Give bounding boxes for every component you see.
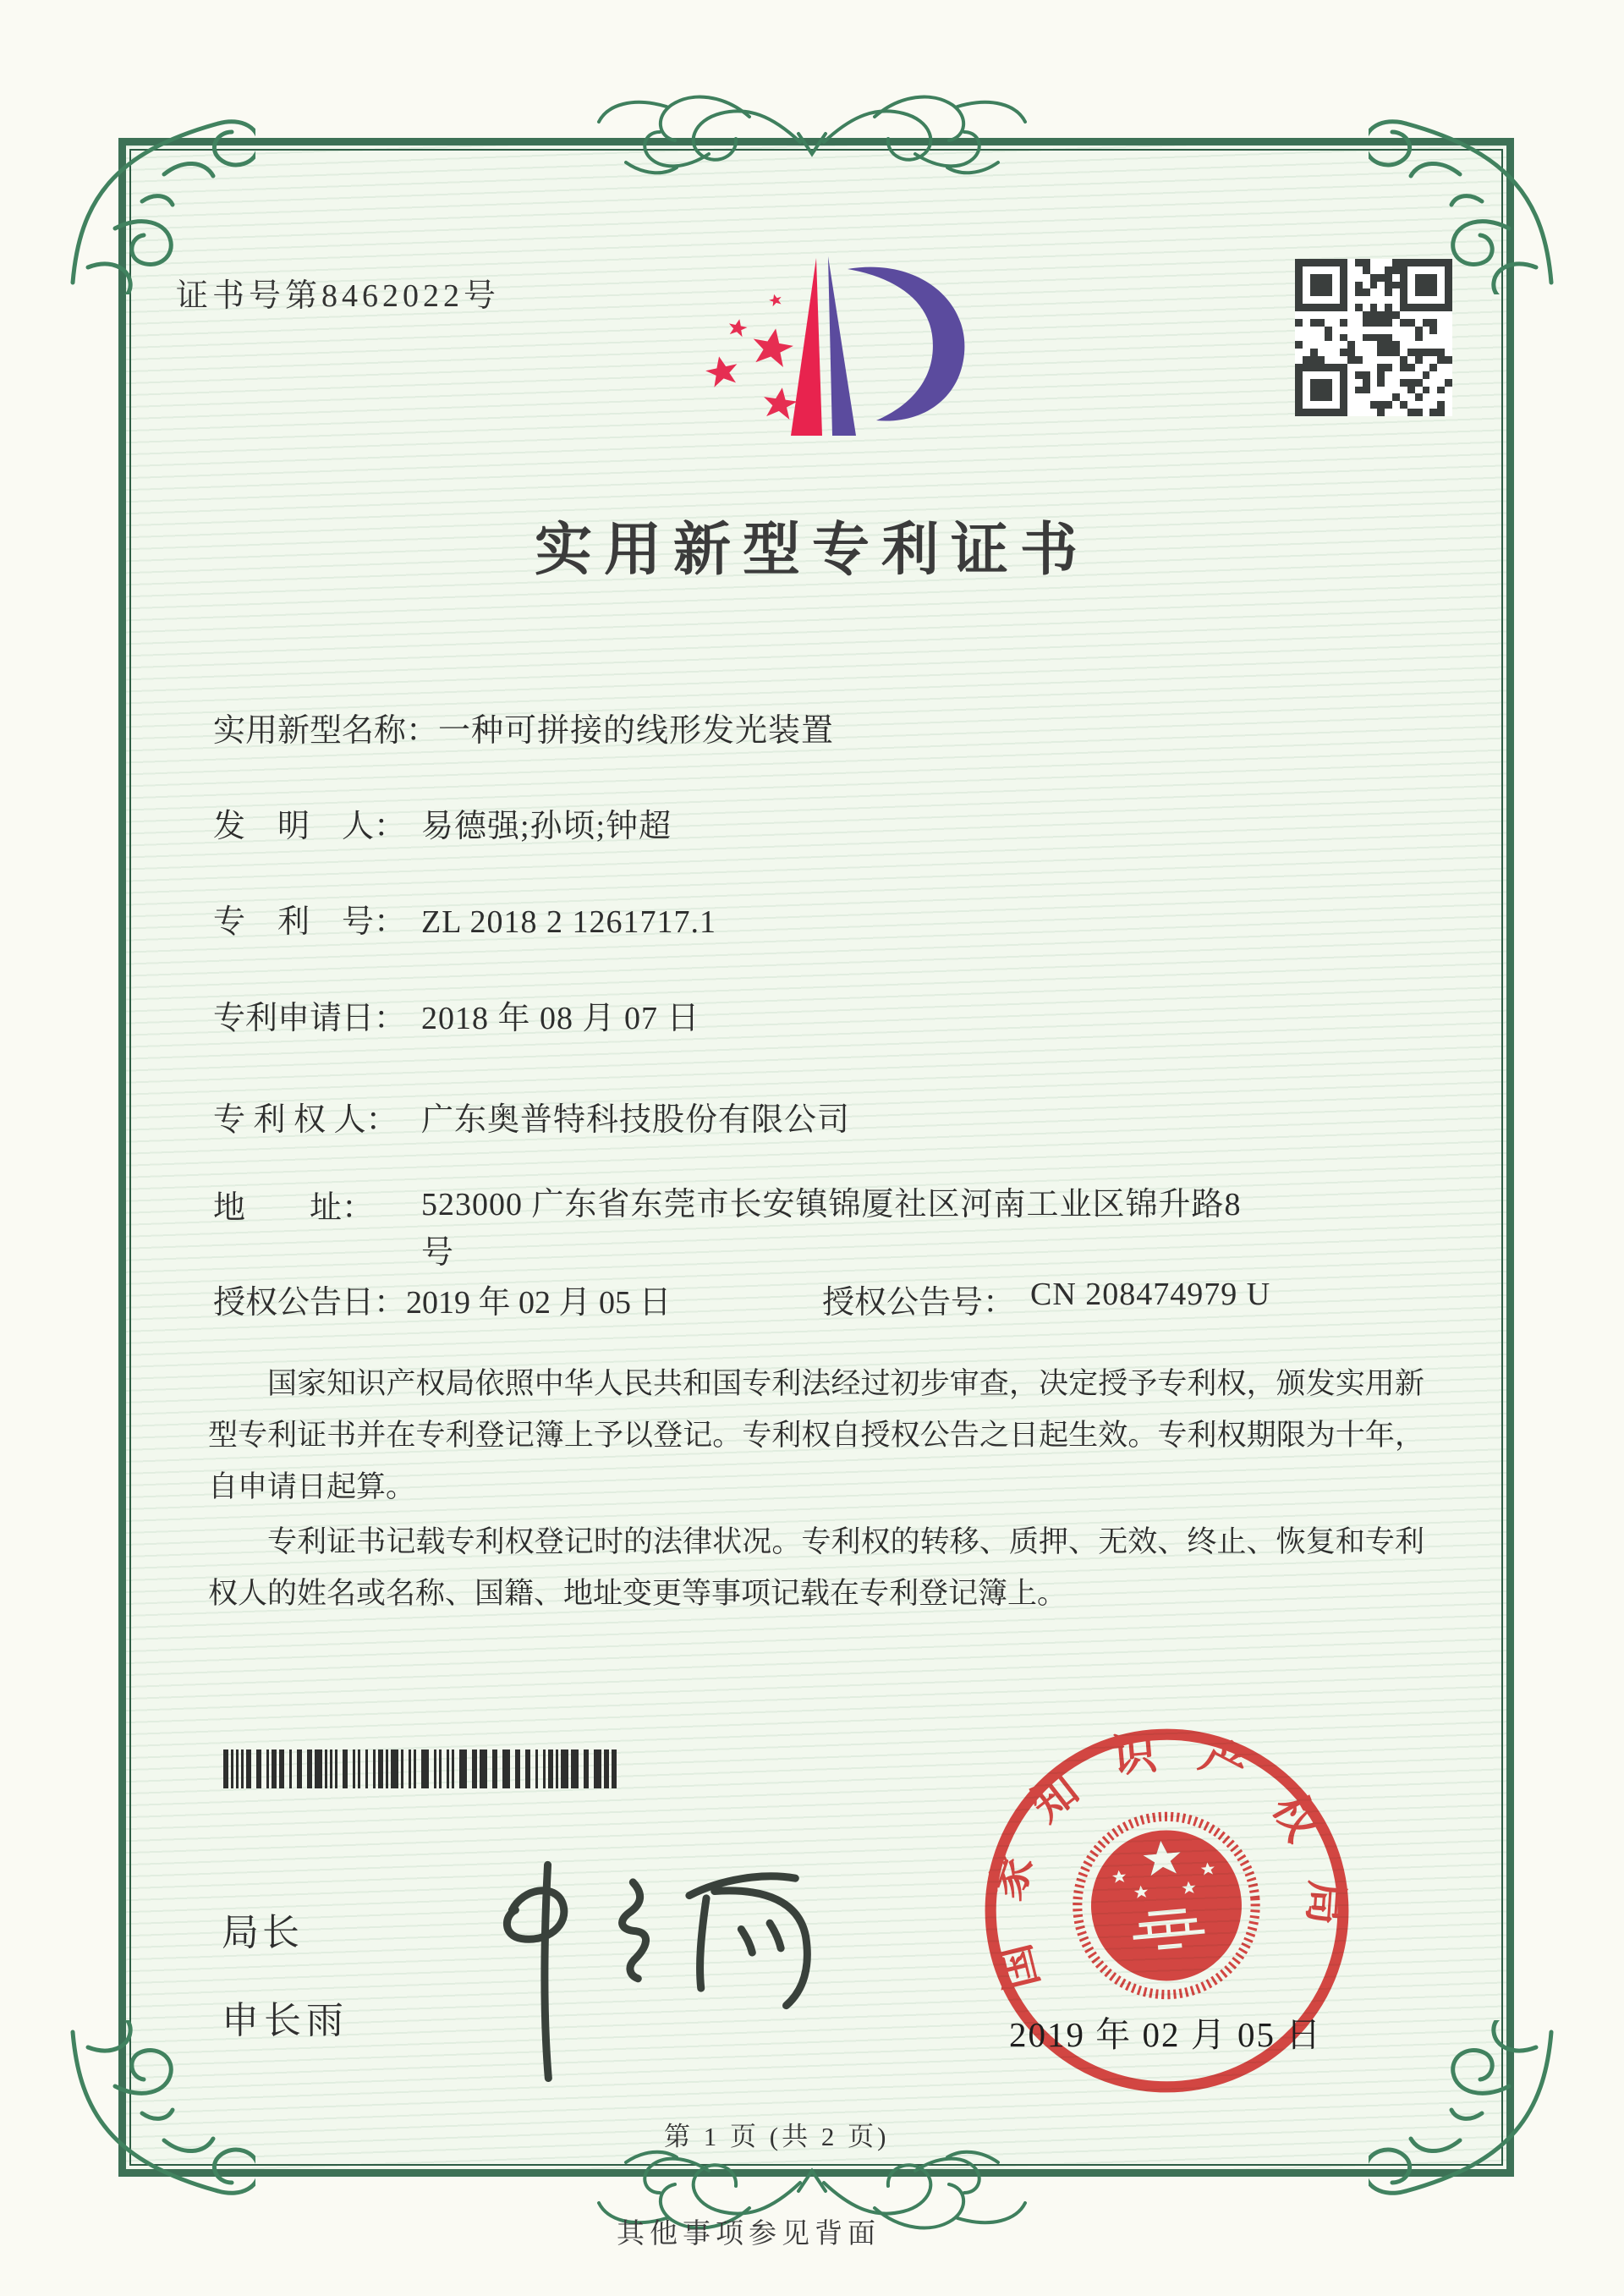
field-row-inventors	[213, 799, 672, 846]
grant-row	[213, 1276, 1271, 1322]
legal-paragraph-1: 国家知识产权局依照中华人民共和国专利法经过初步审查，决定授予专利权，颁发实用新型专利证书并在专利登记簿上予以登记。专利权自授权公告之日起生效。专利权期限为十年，自申请日起算。	[208, 1367, 1424, 1503]
field-row-name	[213, 704, 834, 750]
address-line-2: 号	[421, 1235, 455, 1271]
qr-code	[1295, 259, 1452, 416]
corner-flourish-ornament	[61, 2020, 255, 2215]
commissioner-label: 局长	[222, 1912, 303, 1953]
field-label: 地 址：	[213, 1190, 375, 1226]
corner-flourish-ornament	[1369, 2020, 1563, 2215]
field-row-patentee	[213, 1093, 850, 1140]
top-border-scroll-ornament	[499, 83, 1125, 210]
certificate-title: 实用新型专利证书	[534, 518, 1089, 582]
back-note: 其他事项参见背面	[617, 2219, 881, 2249]
field-row-address	[213, 1181, 1242, 1277]
national-emblem	[1070, 1810, 1263, 2002]
field-label: 专 利 号：	[213, 904, 407, 940]
field-value: 广东奥普特科技股份有限公司	[421, 1102, 851, 1138]
grant-number-label: 授权公告号：	[822, 1285, 1016, 1321]
field-label: 专利申请日：	[213, 1001, 407, 1036]
address-line-1: 523000 广东省东莞市长安镇锦厦社区河南工业区锦升路8	[421, 1187, 1242, 1222]
grant-date-label: 授权公告日：	[213, 1285, 407, 1321]
field-value	[421, 1181, 1242, 1277]
commissioner-name: 申长雨	[222, 2000, 348, 2041]
barcode	[223, 1749, 626, 1788]
field-label: 发 明 人：	[213, 809, 407, 844]
field-value: ZL 2018 2 1261717.1	[421, 904, 717, 940]
legal-paragraph-2: 专利证书记载专利权登记时的法律状况。专利权的转移、质押、无效、终止、恢复和专利权人的姓名或名称、国籍、地址变更等事项记载在专利登记簿上。	[208, 1524, 1424, 1610]
certificate-number: 证书号第8462022号	[176, 278, 501, 314]
corner-flourish-ornament	[61, 100, 255, 294]
logo-purple-wedge	[828, 256, 856, 436]
cnipa-logo	[699, 240, 988, 482]
seal-date: 2019 年 02 月 05 日	[1009, 2015, 1323, 2054]
commissioner-signature	[466, 1837, 847, 2104]
page-number: 第 1 页 (共 2 页)	[664, 2122, 890, 2151]
logo-red-wedge	[791, 258, 822, 436]
field-label: 实用新型名称：	[213, 713, 439, 749]
field-label: 专 利 权 人：	[213, 1102, 398, 1138]
field-value: 一种可拼接的线形发光装置	[438, 713, 835, 749]
legal-body-text	[208, 1359, 1424, 1619]
grant-number-value: CN 208474979 U	[1030, 1277, 1271, 1312]
field-row-patent-number	[213, 895, 716, 942]
field-value: 2018 年 08 月 07 日	[421, 1001, 700, 1036]
seal-text: 国家知识产权局	[980, 1726, 1352, 1995]
field-value: 易德强;孙顷;钟超	[421, 809, 672, 844]
field-row-filing-date	[213, 991, 700, 1038]
logo-p-bowl	[848, 267, 964, 421]
grant-date-value: 2019 年 02 月 05 日	[406, 1285, 672, 1321]
